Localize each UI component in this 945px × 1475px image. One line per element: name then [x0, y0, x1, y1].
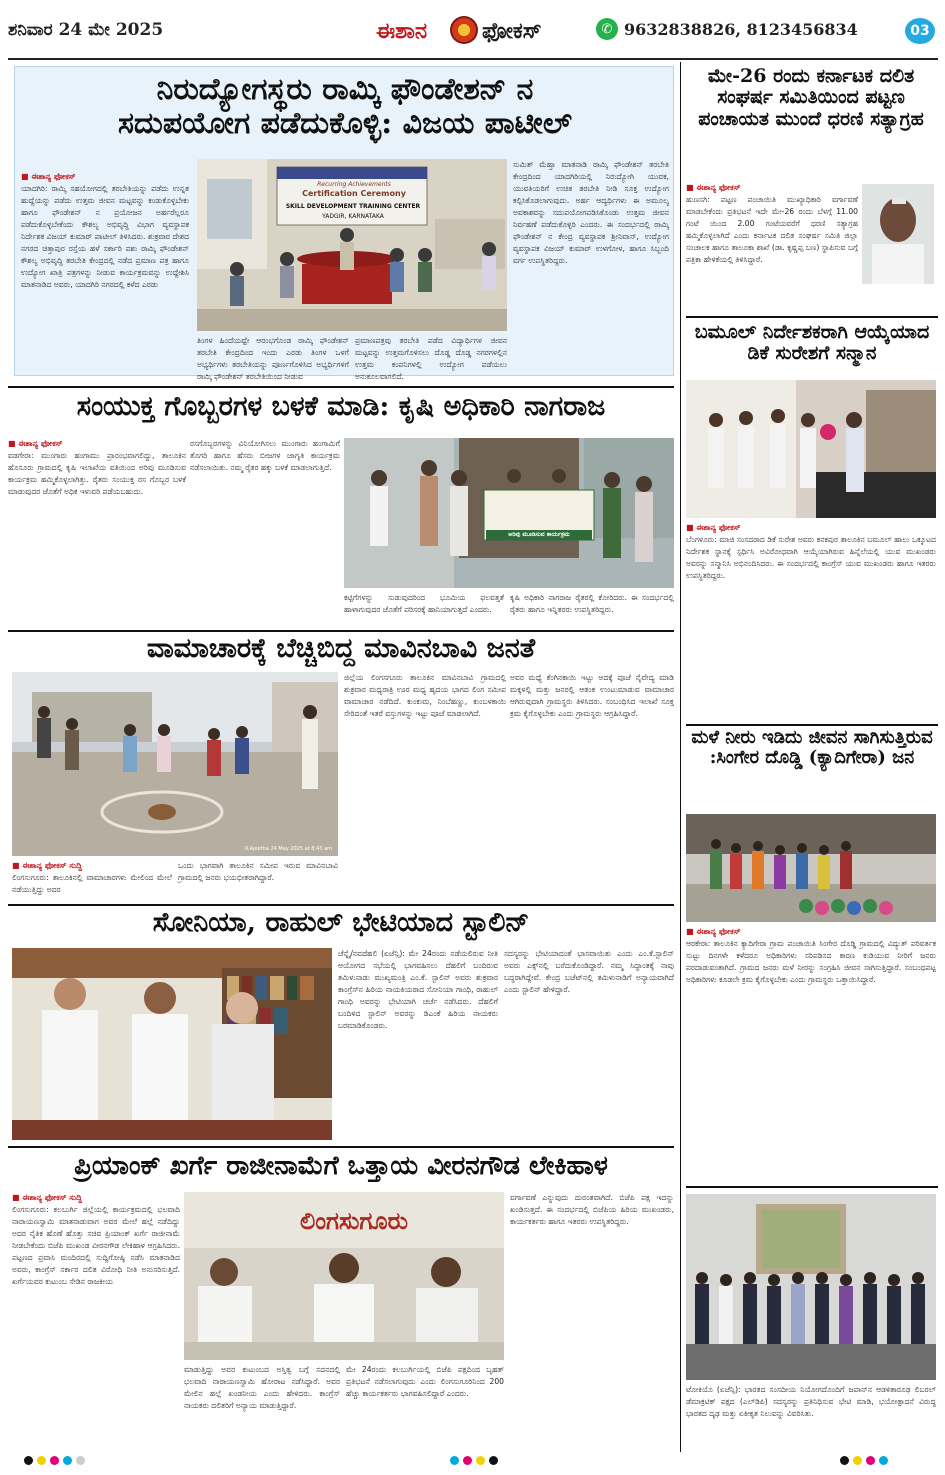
- story5-col1-text: ಲಿಂಗಸುಗೂರು: ಕಲಬುರ್ಗಿ ಜಿಲ್ಲೆಯಲ್ಲಿ ಕಾರ್ಯಕ್ರಮದಲ್ಲಿ ಭಲವಾದಿ ನಾರಾಯಣಸ್ವಾಮಿ ಮಾತನಾಡುವಾಗ ಅವರ ಮೇಲೆ ಹಲ್ಲೆ ನಡೆದಿದ್ದು ಅದರ ನೈತಿಕ ಹೊಣೆ ಹೊತ್ತು ಸಚಿವ ಪ್ರಿಯಾಂಕ್ ಖರ್ಗೆ ರಾಜೀನಾಮೆ ನೀಡಬೇಕೆಂದು ಬಿಜೆಪಿ ಮುಖಂಡ ವೀರನಗೌಡ ಲೇಕಿಹಾಳ ಆಗ್ರಹಿಸಿದರು. ಪಟ್ಟಣದ ಪ್ರವಾಸಿ ಮಂದಿರದಲ್ಲಿ ಸುದ್ದಿಗೋಷ್ಠಿ ನಡೆಸಿ ಮಾತನಾಡಿದ ಅವರು, ಕಾಂಗ್ರೆಸ್ ಸರ್ಕಾರ ದಲಿತ ವಿರೋಧಿ ನೀತಿ ಅನುಸರಿಸುತ್ತಿದೆ. ಖರ್ಗೆಯವರ ಕುಟುಂಬ ಸೇಡಿನ ರಾಜಕೀಯ: [12, 1205, 180, 1286]
- story2-banner-text: ಅರಿವು ಮೂಡಿಸುವ ಕಾರ್ಯಕ್ರಮ: [508, 531, 570, 538]
- story1-col4-text: ಸುಮಿತ್ ಮೆಹ್ತಾ ಮಾತನಾಡಿ ರಾಮ್ಕಿ ಫೌಂಡೇಶನ್ ತರಬೇತಿ ಕೇಂದ್ರದಿಂದ ಯಾದಗಿರಿಯಲ್ಲಿ ನಿರುದ್ಯೋಗಿ ಯುವಕ, ಯುವತಿಯರಿಗೆ ಉಚಿತ ತರಬೇತಿ ನೀಡಿ ಸೂಕ್ತ ಉದ್ಯೋಗ ಕಲ್ಪಿಸಿಕೊಡಲಾಗುವುದು. ಅರ್ಹ ಆದ್ಯರ್ಥಿಗಳು ಈ ಅಮೂಲ್ಯ ಅವಕಾಶವನ್ನು ಸದುಪಯೋಗಪಡಿಸಿಕೊಂಡು ಉತ್ತಮ ಜೀವನ ನಿರ್ವಹಣೆ ಪಡೆದುಕೊಳ್ಳಿರಿ ಎಂದರು. ಈ ಸಂದರ್ಭದಲ್ಲಿ ರಾಮ್ಕಿ ಫೌಂಡೇಶನ್ ನ ಕೇಂದ್ರ ವ್ಯವಸ್ಥಾಪಕ ಶ್ರೀನಿವಾಸ್, ಉದ್ಯೋಗ ವ್ಯವಸ್ಥಾಪಕ ವಿಜಯ್ ಕುಮಾರ್ ಉಳಗೋಳ, ಹಾಗೂ ಸಿಬ್ಬಂದಿ ವರ್ಗ ಉಪಸ್ಥಿತರಿದ್ದರು.: [513, 160, 669, 265]
- story5-photo-sign-text: ಲಿಂಗಸುಗೂರು: [300, 1206, 408, 1235]
- story3-photo-caption: R.Ajeetha 24 May 2025 at 8:43 am: [244, 846, 332, 852]
- right3-headline: ಮಳೆ ನೀರು ಇಡಿದು ಜೀವನ ಸಾಗಿಸುತ್ತಿರುವ :ಸಿಂಗೇರ ದೊಡ್ಡಿ (ಕ್ಯಾದಿಗೇರಾ) ಜನ: [691, 727, 933, 769]
- divider: [8, 386, 674, 388]
- right1-headline: ಮೇ-26 ರಂದು ಕರ್ನಾಟಕ ದಲಿತ ಸಂಘರ್ಷ ಸಮಿತಿಯಿಂದ ಪಟ್ಟಣ ಪಂಚಾಯತ ಮುಂದೆ ಧರಣಿ ಸತ್ಯಾಗ್ರಹ: [698, 65, 924, 130]
- right1-body-text: ಹುಣಸಗಿ: ಪಟ್ಟಣ ಪಂಚಾಯಿತಿ ಮುಖ್ಯಾಧಿಕಾರಿ ವರ್ಗಾವಣೆ ಮಾಡಬೇಕೆಂದು ಪ್ರತಿಭಟನೆ ಇದೇ ಮೇ-26 ರಂದು ಬೆಳಗ್ಗೆ 11.00 ಗಂಟೆ ಯಿಂದ 2.00 ಗಂಟೆಯವರೆಗೆ ಧರಣಿ ಸತ್ಯಾಗ್ರಹ ಹಮ್ಮಿಕೊಳ್ಳಲಾಗಿದೆ ಎಂದು ಕರ್ನಾಟಕ ದಲಿತ ಸಂಘರ್ಷ ಸಮಿತಿ ಜಿಲ್ಲಾ ಸಂಚಾಲಕ ಹಾಗೂ ತಾಲೂಕಾ ಶಾಖೆ (ಡಾ. ಕೃಷ್ಣಪ್ಪ ಬಣ) ಸ್ಥಾಪಿಸುವ ಬಗ್ಗೆ ಪತ್ರಿಕಾ ಹೇಳಿಕೆಯಲ್ಲಿ ತಿಳಿಸಿದ್ದಾರೆ.: [686, 195, 858, 264]
- divider: [8, 1146, 674, 1148]
- right2-byline: ■ ಈಶಾನ್ಯ ಫೋಕಸ್: [686, 523, 741, 532]
- divider: [686, 316, 938, 318]
- photo-board-text-2: YADGIR, KARNATAKA: [322, 213, 384, 220]
- divider: [686, 1186, 938, 1188]
- story1-col4: [513, 159, 669, 371]
- felicitation-photo-image: [686, 380, 936, 518]
- story3-col4: [510, 672, 674, 902]
- story-ramky-foundation: [14, 66, 674, 381]
- story5-col1: [12, 1192, 180, 1450]
- story3-photo: [12, 672, 338, 856]
- masthead-rule: [8, 58, 938, 60]
- divider: [686, 724, 938, 726]
- delegation-group-photo-image: [686, 1194, 936, 1380]
- story2-headline: ಸಂಯುಕ್ತ ಗೊಬ್ಬರಗಳ ಬಳಕೆ ಮಾಡಿ: ಕೃಷಿ ಅಧಿಕಾರಿ ನಾಗರಾಜ: [76, 391, 606, 422]
- right1-byline: ■ ಈಶಾನ್ಯ ಫೋಕಸ್: [686, 183, 741, 192]
- story5-headline: ಪ್ರಿಯಾಂಕ್ ಖರ್ಗೆ ರಾಜೀನಾಮೆಗೆ ಒತ್ತಾಯ ವೀರನಗೌಡ ಲೇಕಿಹಾಳ: [74, 1151, 608, 1181]
- portrait-photo-image: [862, 184, 934, 284]
- story1-byline: ■ ಈಶಾನ್ಯ ಫೋಕಸ್: [21, 172, 76, 181]
- column-divider: [680, 62, 681, 1452]
- right1-body: [686, 182, 858, 310]
- logo-text-2: ಫೋಕಸ್: [482, 18, 542, 44]
- right3-body: [686, 926, 936, 1176]
- right4-caption: [686, 1384, 936, 1450]
- right2-photo: [686, 380, 936, 518]
- leaders-meeting-photo-image: [12, 948, 332, 1140]
- story4-col1-text: ಚೆನ್ನೈ/ನವದೆಹಲಿ (ಏಜೆನ್ಸಿ): ಮೇ 24ರಂದು ನಡೆಯಲಿರುವ ನೀತಿ ಆಯೋಗದ ಸಭೆಯಲ್ಲಿ ಭಾಗವಹಿಸಲು ದೆಹಲಿಗೆ ಬಂದಿರುವ ತಮಿಳುನಾಡು ಮುಖ್ಯಮಂತ್ರಿ ಎಂ.ಕೆ. ಸ್ಟಾಲಿನ್ ಅವರು ಶುಕ್ರವಾರ ಕಾಂಗ್ರೆಸ್‌ನ ಹಿರಿಯ ನಾಯಕಿಯರಾದ ಸೋನಿಯಾ ಗಾಂಧಿ, ರಾಹುಲ್ ಗಾಂಧಿ ಅವರನ್ನು ಭೇಟಿಯಾಗಿ ಚರ್ಚೆ ನಡೆಸಿದರು. ದೆಹಲಿಗೆ ಬಂದಿಳಿದ ಸ್ಟಾಲಿನ್ ಅವರನ್ನು ಡಿಎಂಕೆ ಹಿರಿಯ ನಾಯಕರು ಬರಮಾಡಿಕೊಂಡರು.: [338, 949, 498, 1030]
- story5-byline: ■ ಈಶಾನ್ಯ ಫೋಕಸ್ ಸುದ್ದಿ: [12, 1193, 82, 1202]
- registration-marks-center: [450, 1456, 498, 1465]
- divider: [8, 630, 674, 632]
- newspaper-logo: [376, 12, 552, 52]
- story5-col3: [346, 1364, 504, 1450]
- story5-col4: [510, 1192, 674, 1450]
- story3-headline: ವಾಮಾಚಾರಕ್ಕೆ ಬೆಚ್ಚಿಬಿದ್ದ ಮಾವಿನಬಾವಿ ಜನತೆ: [146, 633, 536, 664]
- farmers-awareness-photo-image: [344, 438, 674, 588]
- story1-col3: [355, 335, 507, 381]
- page-number-badge: 03: [905, 18, 935, 44]
- photo-board-text: SKILL DEVELOPMENT TRAINING CENTER: [285, 203, 421, 210]
- story2-col3-text: ಕಟ್ಟಿಗೆಗಳನ್ನು ಸುಡುವುದರಿಂದ ಭೂಮಿಯ ಫಲವತ್ತತೆ ಹಾಳಾಗುವುದರ ಜೊತೆಗೆ ಪರಿಸರಕ್ಕೆ ಹಾನಿಯಾಗುತ್ತದೆ ಎಂದರು.: [344, 593, 504, 614]
- story1-headline-line1: ನಿರುದ್ಯೋಗಸ್ಥರು ರಾಮ್ಕಿ ಫೌಂಡೇಶನ್ ನ: [156, 72, 534, 107]
- right3-body-text: ಆರಕೇರಾ: ತಾಲೂಕಿನ ಕ್ಯಾದಿಗೇರಾ ಗ್ರಾಮ ಪಂಚಾಯಿತಿ ಸಿಂಗೇರ ದೊಡ್ಡಿ ಗ್ರಾಮದಲ್ಲಿ ವಿದ್ಯುತ್ ಪರಿವರ್ತಕ ಸುಟ್ಟು ದಿನಗಳೇ ಕಳೆದರೂ ಅಧಿಕಾರಿಗಳು ಸರಿಪಡಿಸದ ಕಾರಣ ಕುಡಿಯುವ ನೀರಿಗೆ ಜನರು ಪರದಾಡುವಂತಾಗಿದೆ. ಗ್ರಾಮದ ಜನರು ಮಳೆ ನೀರನ್ನು ಸಂಗ್ರಹಿಸಿ ಜೀವನ ಸಾಗಿಸುತ್ತಿದ್ದಾರೆ. ಸಂಬಂಧಪಟ್ಟ ಅಧಿಕಾರಿಗಳು ಕೂಡಲೇ ಕ್ರಮ ಕೈಗೊಳ್ಳಬೇಕು ಎಂದು ಗ್ರಾಮಸ್ಥರು ಒತ್ತಾಯಿಸಿದ್ದಾರೆ.: [686, 939, 936, 984]
- story4-col1: [338, 948, 498, 1142]
- phone-numbers: 9632838826, 8123456834: [624, 19, 858, 39]
- story1-col1-text: ಯಾದಗಿರಿ: ರಾಮ್ಕಿ ಸಹಯೋಗದಲ್ಲಿ ತರಬೇತಿಯನ್ನು ಪಡೆದು ಉನ್ನತ ಹುದ್ದೆಯನ್ನು ಪಡೆದು ಉತ್ತಮ ಜೀವನ ಮಟ್ಟವನ್ನು ಕಂಡುಕೊಳ್ಳಬೇಕು ಹಾಗೂ ಫೌಂಡೇಶನ್ ನ ಪ್ರಯೋಜನ ಅರ್ಹರೆಲ್ಲರೂ ಪಡೆದುಕೊಳ್ಳಬೇಕೆಂದು ಕೌಶಲ್ಯ ಅಭಿವೃದ್ಧಿ ವಿಭಾಗ ವ್ಯವಸ್ಥಾಪಕ ನಿರ್ದೇಶಕ ವಿಜಯ್ ಕುಮಾರ್ ಪಾಟೀಲ್ ತಿಳಿಸಿದರು. ಶುಕ್ರವಾರ ದೇಶದ ನಗರದ ಚಿತ್ತಾಪುರ ರಸ್ತೆಯ ಹಳೆ ಸರ್ಕಾರಿ ಪಶು ರಾಮ್ಕಿ ಫೌಂಡೇಶನ್ ಕೌಶಲ್ಯ ಅಭಿವೃದ್ಧಿ ತರಬೇತಿ ಕೇಂದ್ರದಲ್ಲಿ ನಡೆದ ಪ್ರಮಾಣ ಪತ್ರ ಹಾಗೂ ಉದ್ಯೋಗ ಖಾತ್ರಿ ಪತ್ರಗಳನ್ನು ನೀಡುವ ಕಾರ್ಯಕ್ರಮವನ್ನು ಉದ್ದೇಶಿಸಿ ಮಾತನಾಡಿದ ಅವರು, ಯಾದಗಿರಿ ನಗರದಲ್ಲಿ ಕಳೆದ ಎರಡು: [21, 184, 189, 289]
- story4-photo: [12, 948, 332, 1140]
- story3-col3: [344, 672, 506, 902]
- story4-headline: ಸೋನಿಯಾ, ರಾಹುಲ್ ಭೇಟಿಯಾದ ಸ್ಟಾಲಿನ್: [152, 907, 530, 938]
- story3-col2-text: ಒಂದು ಭಾಗವಾಗಿ ತಾಲೂಕಿನ ಸಮೀಪ ಇರುವ ಮಾವಿನಬಾವಿ ಗ್ರಾಮದಲ್ಲಿ ಜನರು ಭಯಭೀತರಾಗಿದ್ದಾರೆ.: [178, 861, 338, 882]
- contact-phones: [596, 18, 858, 40]
- story1-photo: [197, 159, 507, 331]
- story2-col1-text: ವಡಗೇರಾ: ಮುಂಗಾರು ಹಂಗಾಮು ಪ್ರಾರಂಭವಾಗಲಿದ್ದು, ತಾಲೂಕಿನ ಹೊಸೂರು ಗ್ರಾಮದಲ್ಲಿ ಕೃಷಿ ಇಲಾಖೆಯ ವತಿಯಿಂದ ಅರಿವು ಮೂಡಿಸುವ ಕಾರ್ಯಕ್ರಮ ಹಮ್ಮಿಕೊಳ್ಳಲಾಗಿತ್ತು. ರೈತರು ಸಂಯುಕ್ತ ರಸ ಗೊಬ್ಬರ ಬಳಕೆ ಮಾಡುವುದರ ಜೊತೆಗೆ ಅಧಿಕ ಇಳುವರಿ ಪಡೆಯಬಹುದು.: [8, 451, 186, 496]
- masthead: [0, 0, 945, 62]
- photo-banner-subtitle: Certification Ceremony: [302, 189, 406, 198]
- story3-col1-text: ಲಿಂಗಸುಗೂರು: ತಾಲೂಕಿನಲ್ಲಿ ವಾಮಾಚಾರಗಳು ಮೇಲಿಂದ ಮೇಲೆ ನಡೆಯುತ್ತಿದ್ದು ಅದರ: [12, 873, 172, 894]
- story4-col2-text: ಸದಸ್ಯರನ್ನು ಭೇಟಿಯಾದಂತೆ ಭಾಸವಾಯಿತು ಎಂದು ಎಂ.ಕೆ.ಸ್ಟಾಲಿನ್ ಅವರು ಎಕ್ಸ್‌ನಲ್ಲಿ ಬರೆದುಕೊಂಡಿದ್ದಾರೆ. ನಮ್ಮ ಸಿದ್ಧಾಂತಕ್ಕೆ ನಾವು ಬದ್ಧರಾಗಿದ್ದೇವೆ. ಕೇಂದ್ರ ಬಜೆಟ್‌ನಲ್ಲಿ ತಮಿಳುನಾಡಿಗೆ ಅನ್ಯಾಯವಾಗಿದೆ ಎಂದು ಸ್ಟಾಲಿನ್ ಹೇಳಿದ್ದಾರೆ.: [504, 949, 674, 994]
- right2-body-text: ಬೆಂಗಳೂರು: ಮಾಜಿ ಸಂಸದರಾದ ಡಿಕೆ ಸುರೇಶ ಅವರು ಕನಕಪುರ ತಾಲೂಕಿನ ಬಮೂಲ್ ಹಾಲು ಒಕ್ಕೂಟದ ನಿರ್ದೇಶಕ ಸ್ಥಾನಕ್ಕೆ ಸ್ಪರ್ಧಿಸಿ ಅವಿರೋಧವಾಗಿ ಆಯ್ಕೆಯಾಗಿರುವ ಹಿನ್ನೆಲೆಯಲ್ಲಿ ಯುವ ಮುಖಂಡರು ಅವರನ್ನು ಸನ್ಮಾನಿಸಿ ಅಭಿನಂದಿಸಿದರು. ಈ ಸಂದರ್ಭದಲ್ಲಿ ಕಾಂಗ್ರೆಸ್ ಯುವ ಮುಖಂಡರು ಹಾಗೂ ಇತರರು ಉಪಸ್ಥಿತರಿದ್ದರು.: [686, 535, 936, 580]
- villagers-water-photo-image: [686, 814, 936, 922]
- story5-col2: [184, 1364, 340, 1450]
- story5-col4-text: ವರ್ಗಾವಣೆ ಎನ್ನುವುದು ದುರಂತವಾಗಿದೆ. ಬಿಜೆಪಿ ಪಕ್ಷ ಇದನ್ನು ಖಂಡಿಸುತ್ತದೆ. ಈ ಸಂದರ್ಭದಲ್ಲಿ ಬಿಜೆಪಿಯ ಹಿರಿಯ ಮುಖಂಡರು, ಕಾರ್ಯಕರ್ತರು ಹಾಗೂ ಇತರರು ಉಪಸ್ಥಿತರಿದ್ದರು.: [510, 1193, 674, 1226]
- story1-headline: [15, 73, 675, 140]
- story2-col1: [8, 438, 186, 624]
- story4-col2: [504, 948, 674, 1142]
- story1-col3-text: ಪ್ರಮಾಣಪತ್ರವು ತರಬೇತಿ ಪಡೆದ ವಿದ್ಯಾರ್ಥಿಗಳ ಜೀವನ ಮಟ್ಟವನ್ನು ಉತ್ತಮಗೊಳಿಸಲು ದೊಡ್ಡ ದೊಡ್ಡ ನಗರಗಳಲ್ಲಿನ ಉತ್ತಮ ಕಂಪನಿಗಳಲ್ಲಿ ಉದ್ಯೋಗ ಪಡೆಯಲು ಅನುಕೂಲವಾಗಲಿದೆ.: [355, 336, 507, 381]
- right3-byline: ■ ಈಶಾನ್ಯ ಫೋಕಸ್: [686, 927, 741, 936]
- right4-photo: [686, 1194, 936, 1380]
- right2-headline: ಬಮೂಲ್ ನಿರ್ದೇಶಕರಾಗಿ ಆಯ್ಕೆಯಾದ ಡಿಕೆ ಸುರೇಶಗೆ ಸನ್ಮಾನ: [694, 321, 930, 365]
- story2-col4: [510, 592, 674, 628]
- story2-col4-text: ಕೃಷಿ ಅಧಿಕಾರಿ ನಾಗರಾಜ ರೈತರಲ್ಲಿ ಕೋರಿದರು. ಈ ಸಂದರ್ಭದಲ್ಲಿ ರೈತರು ಹಾಗೂ ಇನ್ನಿತರರು ಉಪಸ್ಥಿತರಿದ್ದರು.: [510, 593, 674, 614]
- story1-col2: [197, 335, 349, 381]
- story3-byline: ■ ಈಶಾನ್ಯ ಫೋಕಸ್ ಸುದ್ದಿ: [12, 861, 82, 870]
- photo-banner-title: Recurring Achievements: [317, 181, 391, 188]
- story3-col2: [178, 860, 338, 902]
- whatsapp-icon: ✆: [596, 18, 618, 40]
- issue-date: ಶನಿವಾರ 24 ಮೇ 2025: [8, 20, 164, 40]
- story1-col1: [21, 171, 189, 371]
- story5-col3-text: ಮೇ 24ರಂದು ಕಲಬುರ್ಗಿಯಲ್ಲಿ ಬಿಜೆಪಿ ಪಕ್ಷದಿಂದ ಬೃಹತ್ ಪ್ರತಿಭಟನೆ ನಡೆಸಲಾಗುವುದು ಎಂದು ಲಿಂಗಸುಗೂರಿನಿಂದ 200 ಹೆಚ್ಚು ಕಾರ್ಯಕರ್ತರು ಭಾಗವಹಿಸಲಿದ್ದಾರೆ ಎಂದರು.: [346, 1365, 504, 1398]
- story2-col2: [190, 438, 340, 624]
- story1-col2-text: ತಿಂಗಳ ಹಿಂದೆಯಷ್ಟೇ ಆರಂಭಗೊಂಡ ರಾಮ್ಕಿ ಫೌಂಡೇಶನ್ ತರಬೇತಿ ಕೇಂದ್ರದಿಂದ ಇಂದು ಎರಡು ತಿಂಗಳ ಒಳಗೆ ಅಭ್ಯರ್ಥಿಗಳು ತರಬೇತಿಯನ್ನು ಪೂರ್ಣಗೊಳಿಸಿದ ಅಭ್ಯರ್ಥಿಗಳಿಗೆ ರಾಮ್ಕಿ ಫೌಂಡೇಶನ್ ತರಬೇತಿಯಿಂದ ನೀಡುವ: [197, 336, 349, 381]
- story2-col3: [344, 592, 504, 628]
- story5-photo: [184, 1192, 504, 1360]
- story1-headline-line2: ಸದುಪಯೋಗ ಪಡೆದುಕೊಳ್ಳಿ: ವಿಜಯ ಪಾಟೀಲ್: [118, 105, 572, 141]
- story5-col2-text: ಮಾಡುತ್ತಿದ್ದು ಅವರ ಕುಟುಂಬದ ಅಸ್ತಿತ್ವ ಬಗ್ಗೆ ಸದನದಲ್ಲಿ ಭಲವಾದಿ ನಾರಾಯಣಸ್ವಾಮಿ ಹೋರಾಟ ನಡೆಸಿದ್ದಾರೆ. ಅವರ ಮೇಲಿನ ಹಲ್ಲೆ ಖಂಡನೀಯ ಎಂದು ಹೇಳಿದರು. ಕಾಂಗ್ರೆಸ್ ನಾಯಕರು ದಲಿತರಿಗೆ ಅನ್ಯಾಯ ಮಾಡುತ್ತಿದ್ದಾರೆ.: [184, 1365, 340, 1410]
- registration-marks-left: [24, 1456, 85, 1465]
- story2-col2-text: ರಸಗೊಬ್ಬರಗಳನ್ನು ವಿನಿಯೋಗಿಸಲು ಮುಂಗಾರು ಹಂಗಾಮಿಗೆ ತೊಗರಿ ಹಾಗೂ ಹೆಸರು ಬೀಜಗಳ ಜಾಗೃತಿ ಕಾರ್ಯಕ್ರಮ ನಡೆಸಲಾಯಿತು. ನಮ್ಮ ರೈತರ ಹಕ್ಕು ಬಳಕೆ ಮಾಡಲಾಗುತ್ತಿದೆ.: [190, 439, 340, 472]
- logo-seal-icon: [450, 16, 478, 44]
- village-witchcraft-photo-image: [12, 672, 338, 856]
- story3-col3-text: ಜಿಲ್ಲೆಯ ಲಿಂಗಸಗೂರು ತಾಲೂಕಿನ ಮಾವಿನಬಾವಿ ಗ್ರಾಮದಲ್ಲಿ ಶುಕ್ರವಾರ ಮಧ್ಯರಾತ್ರಿ ಊರ ಮಧ್ಯ ಹೃದಯ ಭಾಗದ ಲಿಂಗ ಸಮೀಪ ವಾಮಾಚಾರ ನಡೆದಿದೆ. ಕುಂಕುಮ, ನಿಂಬೆಹಣ್ಣು, ಕುಂಬಳಕಾಯಿ ಸೇರಿದಂತೆ ಇತರೆ ವಸ್ತುಗಳನ್ನು ಇಟ್ಟು ಪೂಜೆ ಮಾಡಲಾಗಿದೆ.: [344, 673, 506, 718]
- registration-marks-right: [840, 1456, 888, 1465]
- story2-byline: ■ ಈಶಾನ್ಯ ಫೋಕಸ್: [8, 439, 63, 448]
- right3-photo: [686, 814, 936, 922]
- right4-caption-text: ಟೋಕಿಯೊ (ಏಜೆನ್ಸಿ): ಭಾರತದ ಸಂಸದೀಯ ನಿಯೋಗದೊಂದಿಗೆ ಜಪಾನ್‌ನ ಆಡಳಿತಾರೂಢ ಲಿಬರಲ್ ಡೆಮಾಕ್ರಟಿಕ್ ಪಕ್ಷದ (ಎಲ್‌ಡಿಪಿ) ಸದಸ್ಯರನ್ನು ಪ್ರತಿನಿಧಿಸುವ ಭೇಟಿ ಮಾಡಿ, ಭಯೋತ್ಪಾದನೆ ವಿರುದ್ಧ ಭಾರತದ ದೃಢ ಮತ್ತು ಏಕೀಕೃತ ನಿಲುವನ್ನು ವಿವರಿಸಿತು.: [686, 1385, 936, 1418]
- logo-text-1: ಈಶಾನ: [376, 18, 428, 44]
- story3-col4-text: ಅವರ ಮಧ್ಯೆ ಕೆಂಗಿನಕಾಯಿ ಇಟ್ಟು ಅದಕ್ಕೆ ಪೂಜೆ ನೈವೇದ್ಯ ಮಾಡಿ ಮಕ್ಕಳಲ್ಲಿ ಮತ್ತು ಜನರಲ್ಲಿ ಆತಂಕ ಉಂಟುಮಾಡುವ ವಾಮಾಚಾರ ಆಗಿರುವುದಾಗಿ ಗ್ರಾಮಸ್ಥರು ತಿಳಿಸಿದರು. ಸಂಬಂಧಿಸಿದ ಇಲಾಖೆ ಸೂಕ್ತ ಕ್ರಮ ಕೈಗೊಳ್ಳಬೇಕು ಎಂದು ಗ್ರಾಮಸ್ಥರು ಆಗ್ರಹಿಸಿದ್ದಾರೆ.: [510, 673, 674, 718]
- divider: [8, 904, 674, 906]
- right2-body: [686, 522, 936, 718]
- story2-photo: [344, 438, 674, 588]
- right1-portrait: [862, 184, 934, 284]
- story3-col1: [12, 860, 172, 902]
